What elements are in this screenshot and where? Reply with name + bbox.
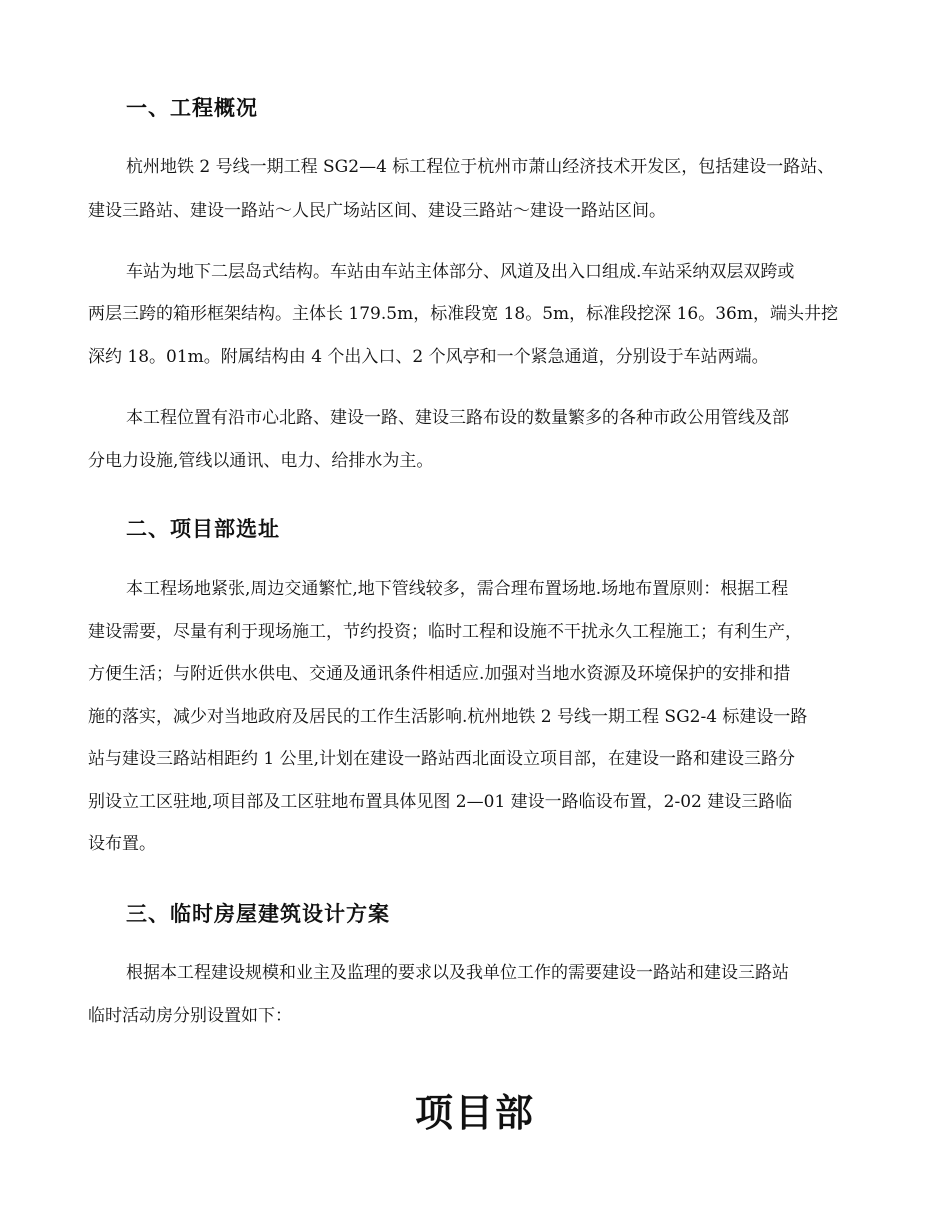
paragraph-line: 本工程场地紧张,周边交通繁忙,地下管线较多，需合理布置场地.场地布置原则：根据工程 bbox=[126, 579, 789, 599]
section-heading-temporary-housing: 三、临时房屋建筑设计方案 bbox=[126, 902, 390, 926]
paragraph-line: 站与建设三路站相距约 1 公里,计划在建设一路站西北面设立项目部，在建设一路和建设三路分 bbox=[88, 749, 796, 769]
paragraph-line: 根据本工程建设规模和业主及监理的要求以及我单位工作的需要建设一路站和建设三路站 bbox=[126, 963, 789, 983]
paragraph-line: 车站为地下二层岛式结构。车站由车站主体部分、风道及出入口组成.车站采纳双层双跨或 bbox=[126, 262, 795, 282]
paragraph-line: 临时活动房分别设置如下： bbox=[88, 1006, 292, 1026]
paragraph-line: 设布置。 bbox=[88, 834, 156, 854]
section-heading-site-selection: 二、项目部选址 bbox=[126, 517, 280, 541]
paragraph-line: 两层三跨的箱形框架结构。主体长 179.5m，标准段宽 18。5m，标准段挖深 16。36m，端头井挖 bbox=[88, 304, 838, 324]
section-heading-overview: 一、工程概况 bbox=[126, 96, 258, 120]
paragraph-line: 施的落实，减少对当地政府及居民的工作生活影响.杭州地铁 2 号线一期工程 SG2-4 标建设一路 bbox=[88, 707, 808, 727]
paragraph-line: 别设立工区驻地,项目部及工区驻地布置具体见图 2—01 建设一路临设布置，2-02 建设三路临 bbox=[88, 792, 793, 812]
figure-title: 项目部 bbox=[414, 1091, 535, 1135]
paragraph-line: 杭州地铁 2 号线一期工程 SG2—4 标工程位于杭州市萧山经济技术开发区，包括建设一路站、 bbox=[126, 157, 835, 177]
paragraph-line: 建设三路站、建设一路站～人民广场站区间、建设三路站～建设一路站区间。 bbox=[88, 201, 666, 221]
paragraph-line: 分电力设施,管线以通讯、电力、给排水为主。 bbox=[88, 451, 434, 471]
paragraph-line: 深约 18。01m。附属结构由 4 个出入口、2 个风亭和一个紧急通道，分别设于车站两端。 bbox=[88, 347, 769, 367]
paragraph-line: 方便生活；与附近供水供电、交通及通讯条件相适应.加强对当地水资源及环境保护的安排和措 bbox=[88, 664, 791, 684]
paragraph-line: 建设需要，尽量有利于现场施工，节约投资；临时工程和设施不干扰永久工程施工；有利生产， bbox=[88, 622, 802, 642]
paragraph-line: 本工程位置有沿市心北路、建设一路、建设三路布设的数量繁多的各种市政公用管线及部 bbox=[126, 408, 789, 428]
